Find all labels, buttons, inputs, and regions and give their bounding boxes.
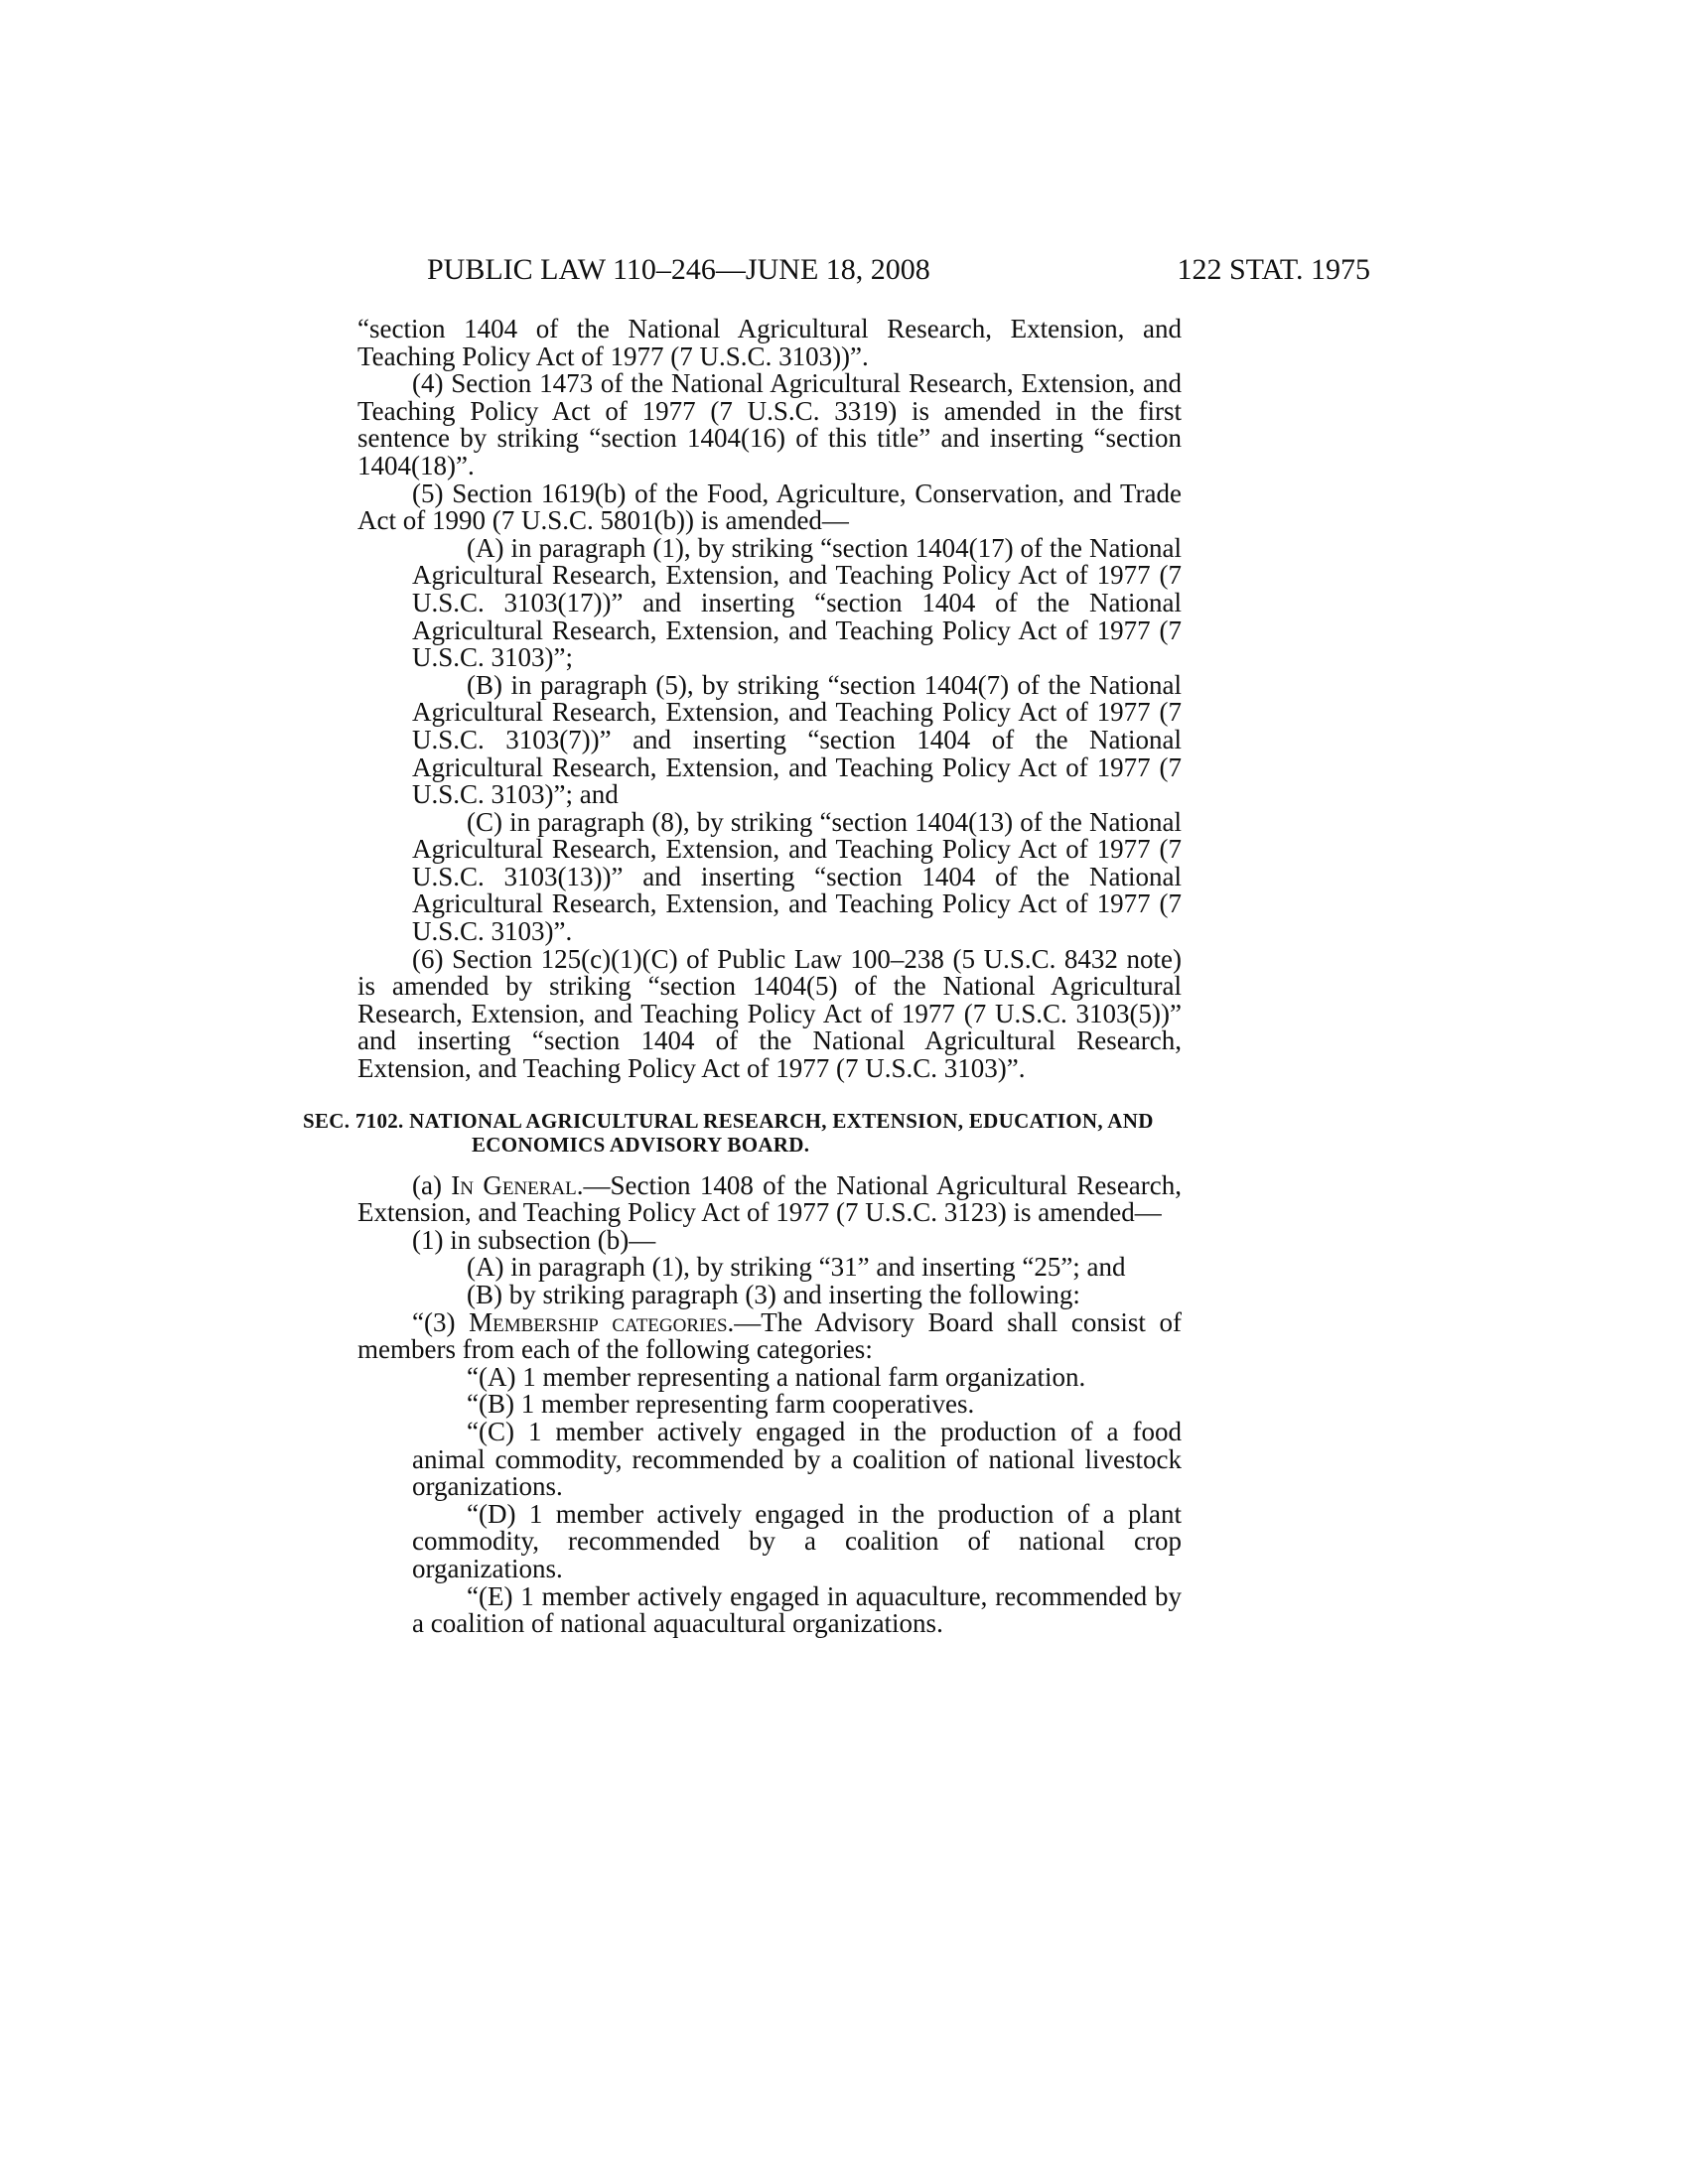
section-heading: SEC. 7102. NATIONAL AGRICULTURAL RESEARCH, EXTENSION, EDUCATION, AND ECONOMICS ADVISORY BOARD. xyxy=(303,1108,1154,1157)
membership-categories xyxy=(357,1306,1182,1365)
paragraph-6: (6) Section 125(c)(1)(C) of Public Law 100–238 (5 U.S.C. 8432 note) is amended by striking “section 1404(5) of the National Agricultural Research, Extension, and Teaching Policy Act of 1977 (7 U.S.C. 3103(5))” and inserting “section 1404 of the National Agricultural Research, Extension, and Teaching Policy Act of 1977 (7 U.S.C. 3103)”. xyxy=(357,943,1182,1084)
category-c: “(C) 1 member actively engaged in the production of a food animal commodity, recommended by a coalition of national livestock organizations. xyxy=(412,1416,1182,1502)
body-text xyxy=(303,314,1183,1639)
category-d: “(D) 1 member actively engaged in the production of a plant commodity, recommended by a coalition of national crop organizations. xyxy=(412,1498,1182,1583)
item-1: (1) in subsection (b)— xyxy=(412,1224,656,1255)
subsection-a-caption: In General xyxy=(451,1169,577,1200)
subsection-a xyxy=(357,1169,1183,1228)
membership-label: “(3) xyxy=(412,1306,470,1337)
subparagraph-5-a: (A) in paragraph (1), by striking “section 1404(17) of the National Agricultural Research, Extension, and Teaching Policy Act of 1977 (7 U.S.C. 3103(17))” and inserting “section 1404 of the National Agricultural Research, Extension, and Teaching Policy Act of 1977 (7 U.S.C. 3103)”; xyxy=(412,532,1182,673)
paragraph-continuation: “section 1404 of the National Agricultural Research, Extension, and Teaching Policy Act of 1977 (7 U.S.C. 3103))”. xyxy=(357,314,1182,371)
item-1-b: (B) by striking paragraph (3) and inserting the following: xyxy=(467,1280,1080,1309)
membership-caption: Membership categories xyxy=(469,1306,728,1337)
category-b: “(B) 1 member representing farm cooperatives. xyxy=(467,1389,975,1420)
category-e: “(E) 1 member actively engaged in aquaculture, recommended by a coalition of national aquacultural organizations. xyxy=(412,1580,1182,1639)
subparagraph-5-c: (C) in paragraph (8), by striking “section 1404(13) of the National Agricultural Research, Extension, and Teaching Policy Act of 1977 (7 U.S.C. 3103(13))” and inserting “section 1404 of the National Agricultural Research, Extension, and Teaching Policy Act of 1977 (7 U.S.C. 3103)”. xyxy=(412,806,1182,947)
subparagraph-5-b: (B) in paragraph (5), by striking “section 1404(7) of the National Agricultural Research, Extension, and Teaching Policy Act of 1977 (7 U.S.C. 3103(7))” and inserting “section 1404 of the National Agricultural Research, Extension, and Teaching Policy Act of 1977 (7 U.S.C. 3103)”; and xyxy=(412,669,1182,810)
category-a: “(A) 1 member representing a national farm organization. xyxy=(467,1361,1086,1392)
subsection-a-text: .—Section 1408 of the National Agricultural Research, Extension, and Teaching Policy Act of 1977 (7 U.S.C. 3123) is amended— xyxy=(357,1169,1183,1228)
paragraph-5: (5) Section 1619(b) of the Food, Agriculture, Conservation, and Trade Act of 1990 (7 U.S.C. 5801(b)) is amended— xyxy=(357,478,1182,536)
header-stat-page: 122 STAT. 1975 xyxy=(1177,253,1370,286)
membership-text: .—The Advisory Board shall consist of members from each of the following categories: xyxy=(357,1306,1182,1365)
header-law-date: PUBLIC LAW 110–246—JUNE 18, 2008 xyxy=(427,253,930,286)
item-1-a: (A) in paragraph (1), by striking “31” and inserting “25”; and xyxy=(467,1252,1126,1283)
subsection-a-label: (a) xyxy=(412,1169,452,1200)
paragraph-4: (4) Section 1473 of the National Agricultural Research, Extension, and Teaching Policy Act of 1977 (7 U.S.C. 3319) is amended in the first sentence by striking “section 1404(16) of this title” and inserting “section 1404(18)”. xyxy=(357,368,1182,480)
running-head xyxy=(427,253,1370,293)
